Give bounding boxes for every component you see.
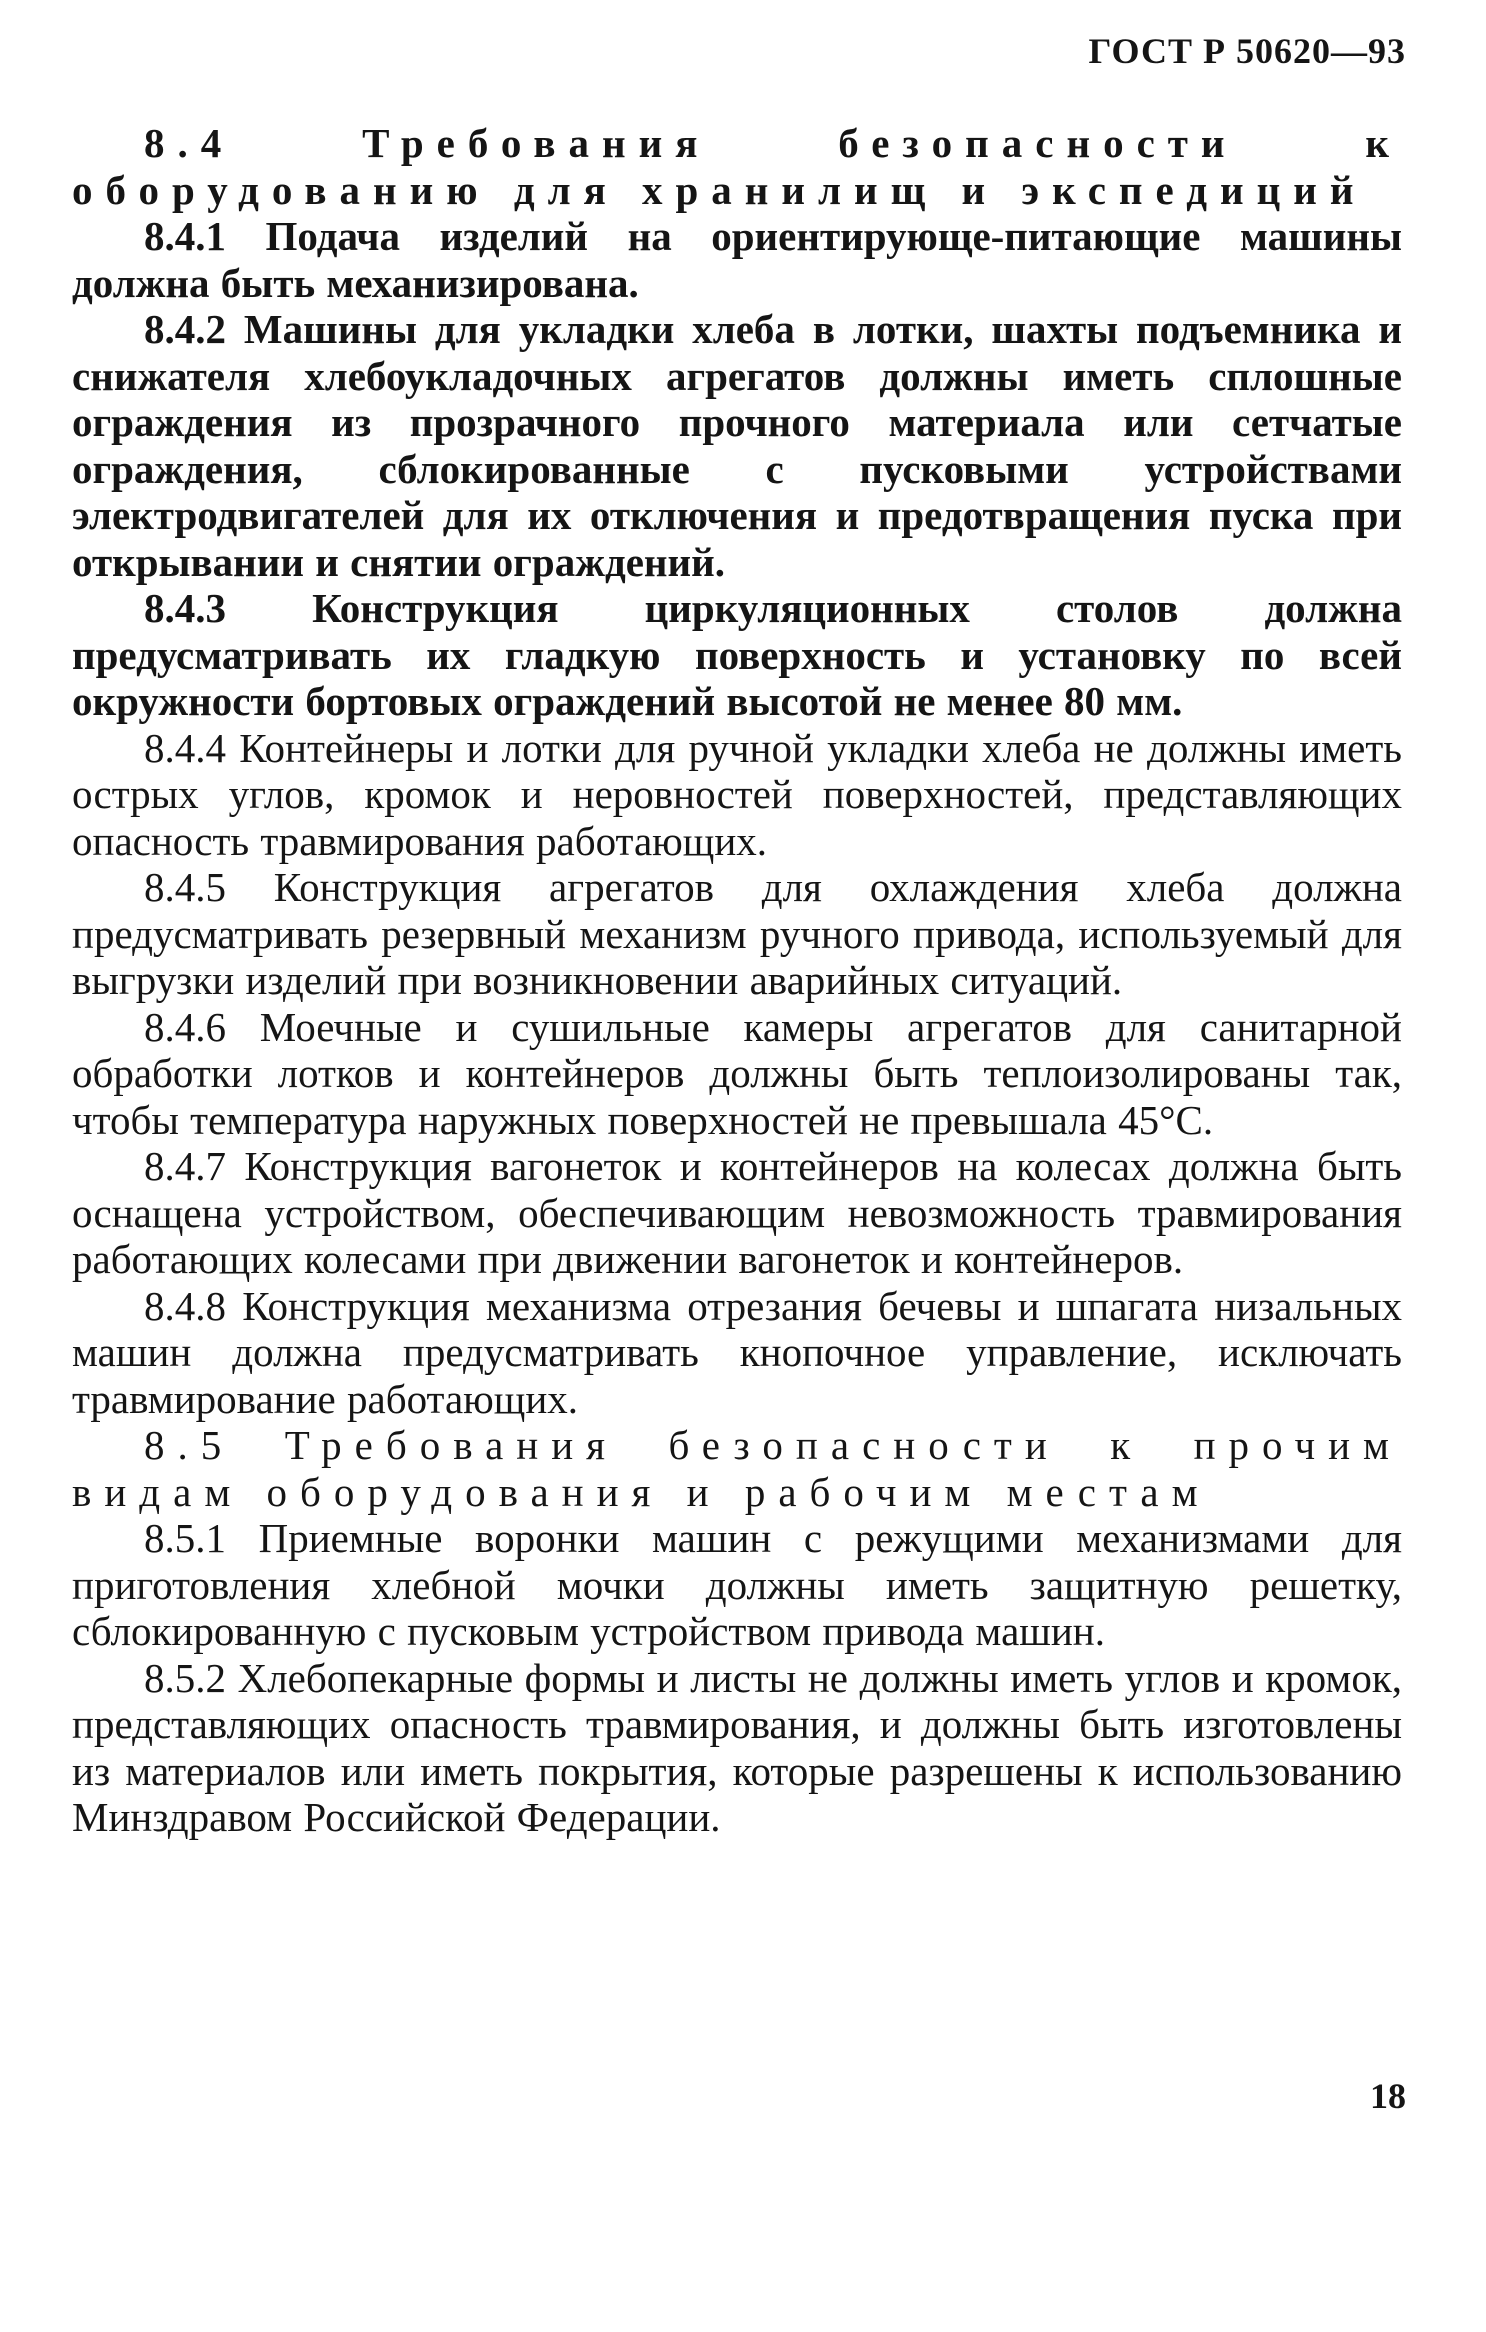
paragraph-8-4-5: 8.4.5 Конструкция агрегатов для охлаждения хлеба должна предусматривать резервный механизм ручного привода, используемый для выгрузки изделий при возникновении аварийных ситуаций.	[72, 864, 1402, 1003]
paragraph-8-4-3: 8.4.3 Конструкция циркуляционных столов должна предусматривать их гладкую поверхность и установку по всей окружности бортовых ограждений высотой не менее 80 мм.	[72, 585, 1402, 724]
document-body	[72, 120, 1402, 1841]
page-number: 18	[1370, 2076, 1406, 2116]
standard-header: ГОСТ Р 50620—93	[1088, 31, 1406, 71]
paragraph-8-4-8: 8.4.8 Конструкция механизма отрезания бечевы и шпагата низальных машин должна предусматривать кнопочное управление, исключать травмирование работающих.	[72, 1282, 1402, 1422]
paragraph-8-4-2: 8.4.2 Машины для укладки хлеба в лотки, шахты подъемника и снижателя хлебоукладочных агрегатов должны иметь сплошные ограждения из прозрачного прочного материала или сетчатые ограждения, сблокированные с пусковыми устройствами электродвигателей для их отключения и предотвращения пуска при открывании и снятии ограждений.	[72, 306, 1402, 585]
section-heading-8-5: 8.5 Требования безопасности к прочим видам оборудования и рабочим местам	[72, 1422, 1402, 1515]
paragraph-8-5-1: 8.5.1 Приемные воронки машин с режущими механизмами для приготовления хлебной мочки должны иметь защитную решетку, сблокированную с пусковым устройством привода машин.	[72, 1515, 1402, 1654]
paragraph-8-5-2: 8.5.2 Хлебопекарные формы и листы не должны иметь углов и кромок, представляющих опасность травмирования, и должны быть изготовлены из материалов или иметь покрытия, которые разрешены к использованию Минздравом Российской Федерации.	[72, 1654, 1402, 1840]
section-heading-8-4: 8.4 Требования безопасности к оборудованию для хранилищ и экспедиций	[72, 120, 1402, 213]
paragraph-8-4-4: 8.4.4 Контейнеры и лотки для ручной укладки хлеба не должны иметь острых углов, кромок и неровностей поверхностей, представляющих опасность травмирования работающих.	[72, 724, 1402, 864]
paragraph-8-4-7: 8.4.7 Конструкция вагонеток и контейнеров на колесах должна быть оснащена устройством, обеспечивающим невозможность травмирования работающих колесами при движении вагонеток и контейнеров.	[72, 1143, 1402, 1282]
paragraph-8-4-6: 8.4.6 Моечные и сушильные камеры агрегатов для санитарной обработки лотков и контейнеров должны быть теплоизолированы так, чтобы температура наружных поверхностей не превышала 45°С.	[72, 1003, 1402, 1143]
paragraph-8-4-1: 8.4.1 Подача изделий на ориентирующе-питающие машины должна быть механизирована.	[72, 213, 1402, 306]
